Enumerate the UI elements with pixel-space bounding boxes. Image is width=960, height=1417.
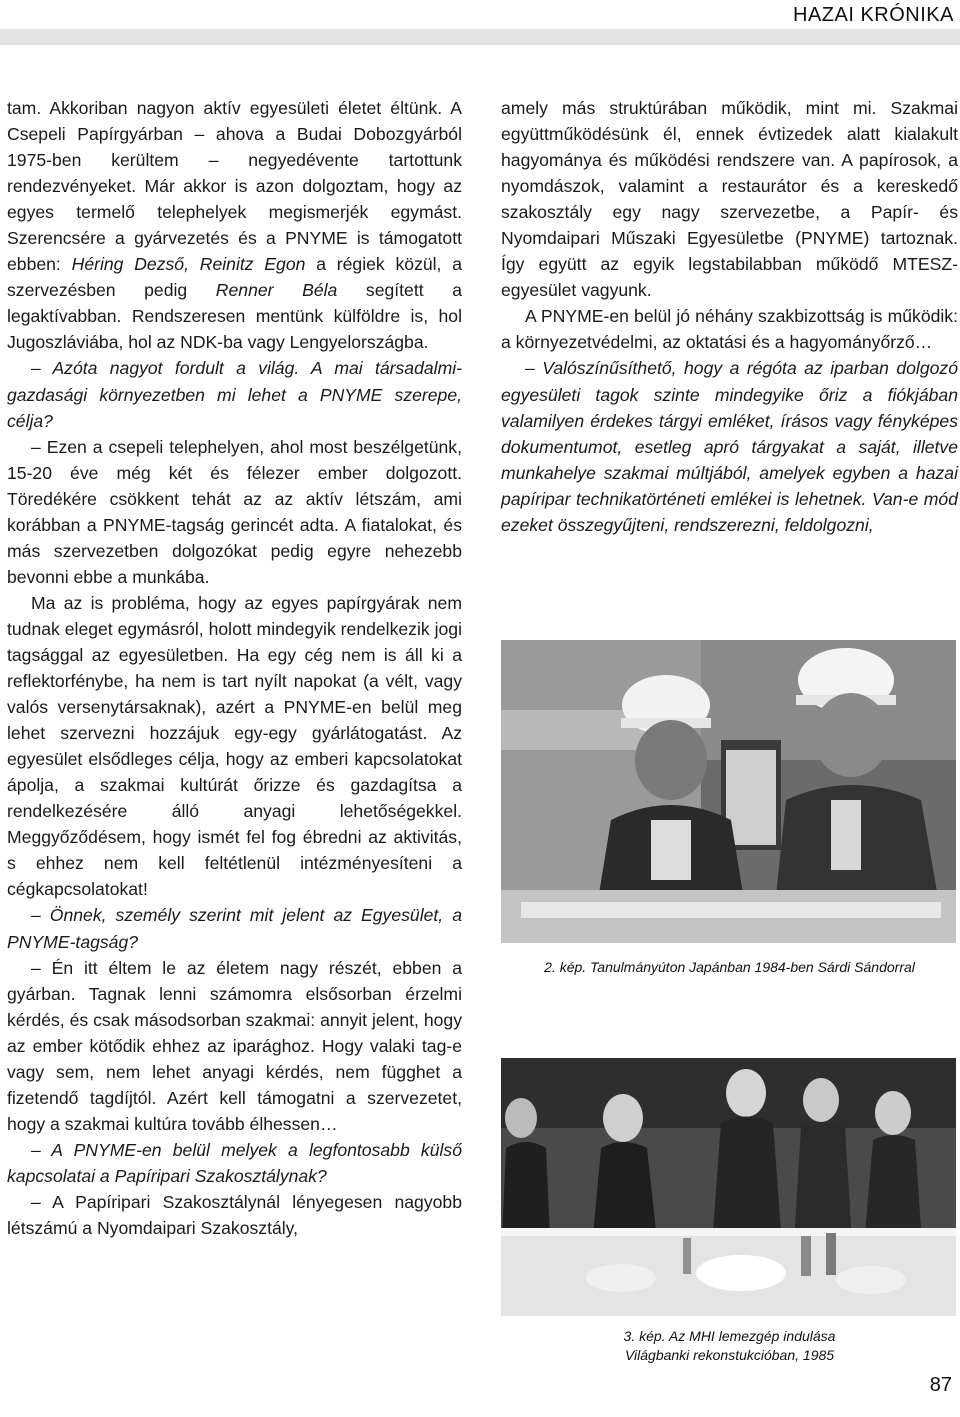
figure-3-caption-line-2: Világbanki rekonstukcióban, 1985 <box>624 1347 835 1363</box>
paragraph-continued: amely más struktúrában működik, mint mi. Szakmai együttműködésünk él, ennek évtizedek alatt kialakult hagyománya és működési rendszere van. A papírosok, a nyomdászok, valamint a restaurátor és a kereskedő szakosztály egy nagy szervezetbe, a Papír- és Nyomdaipari Műszaki Egyesületbe (PNYME) tartoznak. Így együtt az egyik legstabilabban működő MTESZ-egyesület vagyunk. <box>501 98 958 301</box>
text-span: a régiek közül, a szervezésben pedig <box>7 254 463 301</box>
photo-japan-study-trip <box>501 640 956 943</box>
answer-4: – A Papíripari Szakosztálynál lényegesen nagyobb létszámú a Nyomdaipari Szakosztály, <box>7 1191 462 1239</box>
names-italic: Héring Dezső, Reinitz Egon <box>71 254 306 275</box>
question-3: – A PNYME-en belül melyek a legfontosabb külső kapcsolatai a Papíripari Szakosztálynak? <box>7 1139 462 1186</box>
paragraph-committees: A PNYME-en belül jó néhány szakbizottság is működik: a környezetvédelmi, az oktatási és a hagyományőrző… <box>501 306 958 353</box>
right-text-column <box>501 95 958 538</box>
photo-machine-launch <box>501 1058 956 1316</box>
running-header <box>0 0 960 34</box>
left-text-column <box>7 95 462 1241</box>
question-4: – Valószínűsíthető, hogy a régóta az iparban dolgozó egyesületi tagok szinte mindegyike őriz a fiókjában valamilyen érdekes tárgyi emléket, írásos vagy fényképes dokumentumot, esetleg apró tárgyakat a saját, illetve munkahelye szakmai múltjából, amelyek egyben a hazai papíripar technikatörténeti emlékei is lehetnek. Van-e mód ezeket összegyűjteni, rendszerezni, feldolgozni, <box>501 358 958 535</box>
answer-3: – Én itt éltem le az életem nagy részét, ebben a gyárban. Tagnak lenni számomra elsősorban érzelmi kérdés, és csak másodsorban szakmai: annyit jelent, hogy az ember kötődik ehhez az iparághoz. Hogy valaki tag-e vagy sem, nem lehet anyagi kérdés, nem függhet a fizetendő tagdíjtól. Azért kell támogatni a szervezetet, hogy a szakmai kultúra tovább élhessen… <box>7 957 462 1134</box>
question-2: – Önnek, személy szerint mit jelent az Egyesület, a PNYME-tagság? <box>7 905 462 952</box>
figure-3-caption-line-1: 3. kép. Az MHI lemezgép indulása <box>623 1328 836 1344</box>
paragraph-intro <box>7 95 462 355</box>
answer-2: Ma az is probléma, hogy az egyes papírgyárak nem tudnak eleget egymásról, holott mindegyik rendelkezik jogi tagsággal az egyesületben. Ha egy cég nem is áll ki a reflektorfénybe, ha nem is tart nyílt napokat (a vélt, vagy valós versenytársaknak), azért a PNYME-en belül meg lehet szervezni hozzájuk egy-egy gyárlátogatást. Az egyesület elsődleges célja, hogy az emberi kapcsolatokat ápolja, a szakmai kultúrát őrizze és gazdagítsa a rendelkezésére álló anyagi lehetőségekkel. Meggyőződésem, hogy ismét fel fog ébredni az aktivitás, s ehhez nem kell feltétlenül intézményesíteni a cégkapcsolatokat! <box>7 592 462 900</box>
name-italic: Renner Béla <box>215 280 338 301</box>
text-span: segített a legaktívabban. Rendszeresen mentünk külföldre is, hol Jugoszláviába, hol az NDK-ba vagy Lengyelországba. <box>7 280 462 353</box>
answer-1: – Ezen a csepeli telephelyen, ahol most beszélgetünk, 15-20 éve még két és félezer ember dolgozott. Töredékére csökkent tehát az az aktív létszám, ami korábban a PNYME-tagság gerincét adta. A fiatalokat, és más szervezetben dolgozókat pedig egyre nehezebb bevonni ebbe a munkába. <box>7 436 462 587</box>
page-number: 87 <box>929 1374 952 1396</box>
figure-3-caption <box>501 1327 958 1365</box>
section-title: HAZAI KRÓNIKA <box>793 4 954 26</box>
question-1: – Azóta nagyot fordult a világ. A mai társadalmi-gazdasági környezetben mi lehet a PNYME szerepe, célja? <box>7 358 462 431</box>
figure-2-caption: 2. kép. Tanulmányúton Japánban 1984-ben Sárdi Sándorral <box>544 959 915 975</box>
header-rule <box>0 29 960 45</box>
text-span: tam. Akkoriban nagyon aktív egyesületi életet éltünk. A Csepeli Papírgyárban – ahova a Budai Dobozgyárból 1975-ben kerültem – negyedévente tartottunk rendezvényeket. Már akkor is azon dolgoztam, hogy az egyes termelő telephelyek megismerjék egymást. Szerencsére a gyárvezetés és a PNYME is támogatott ebben: <box>7 98 462 275</box>
